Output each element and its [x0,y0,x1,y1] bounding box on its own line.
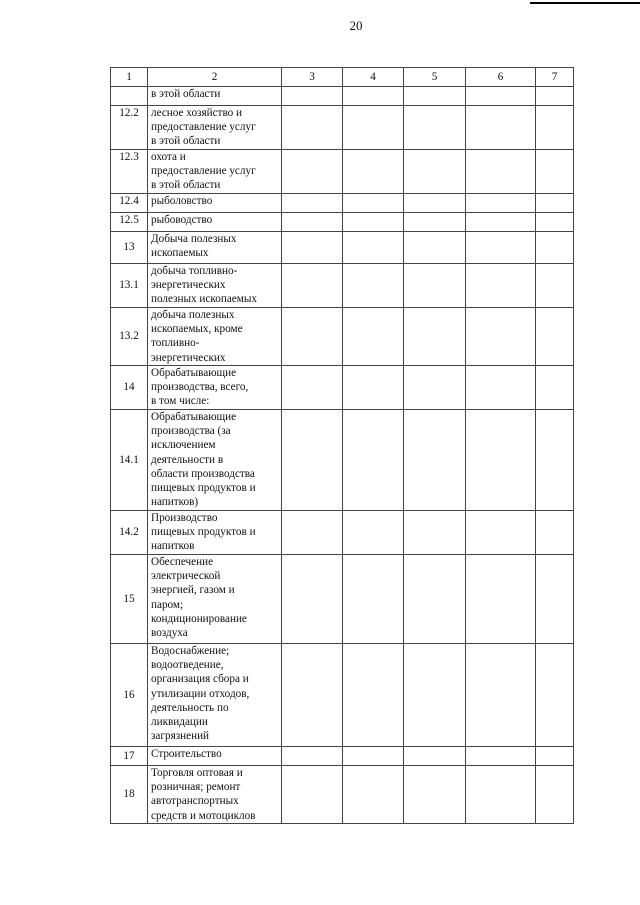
header-row [111,68,574,87]
column-header: 6 [466,68,536,87]
empty-cell [282,766,343,824]
empty-cell [282,410,343,511]
table-row [111,213,574,232]
row-number: 12.3 [111,150,148,194]
row-number: 12.5 [111,213,148,232]
empty-cell [282,308,343,366]
table-row [111,511,574,555]
empty-cell [404,194,466,213]
empty-cell [536,194,574,213]
empty-cell [466,232,536,264]
table-row [111,106,574,150]
empty-cell [404,555,466,644]
empty-cell [282,194,343,213]
empty-cell [466,150,536,194]
empty-cell [404,766,466,824]
table-row [111,264,574,308]
empty-cell [282,511,343,555]
empty-cell [343,366,404,410]
row-number: 13.2 [111,308,148,366]
empty-cell [404,747,466,766]
row-number: 13.1 [111,264,148,308]
row-number: 16 [111,644,148,747]
row-number: 12.2 [111,106,148,150]
empty-cell [466,644,536,747]
table-row [111,766,574,824]
empty-cell [536,366,574,410]
empty-cell [282,644,343,747]
empty-cell [404,366,466,410]
row-number: 18 [111,766,148,824]
empty-cell [282,150,343,194]
empty-cell [466,410,536,511]
row-number: 13 [111,232,148,264]
empty-cell [343,106,404,150]
empty-cell [343,766,404,824]
column-header: 4 [343,68,404,87]
table-row [111,644,574,747]
row-name: рыболовство [148,194,282,213]
row-number: 15 [111,555,148,644]
row-name: охота и предоставление услуг в этой области [148,150,282,194]
empty-cell [536,87,574,106]
empty-cell [466,366,536,410]
row-name: Торговля оптовая и розничная; ремонт автотранспортных средств и мотоциклов [148,766,282,824]
data-table [110,67,574,824]
empty-cell [343,264,404,308]
empty-cell [343,213,404,232]
table-row [111,87,574,106]
empty-cell [343,194,404,213]
empty-cell [343,747,404,766]
empty-cell [466,106,536,150]
row-name: Водоснабжение; водоотведение, организация сбора и утилизации отходов, деятельность по ликвидации загрязнений [148,644,282,747]
empty-cell [404,106,466,150]
empty-cell [466,264,536,308]
row-name: Обрабатывающие производства (за исключением деятельности в области производства пищевых продуктов и напитков) [148,410,282,511]
row-name: Обрабатывающие производства, всего, в том числе: [148,366,282,410]
empty-cell [404,410,466,511]
empty-cell [343,232,404,264]
corner-rule [530,2,640,4]
empty-cell [404,87,466,106]
empty-cell [466,766,536,824]
empty-cell [343,87,404,106]
empty-cell [536,308,574,366]
empty-cell [536,511,574,555]
column-header: 3 [282,68,343,87]
empty-cell [343,308,404,366]
row-name: добыча топливно- энергетических полезных ископаемых [148,264,282,308]
column-header: 7 [536,68,574,87]
empty-cell [536,555,574,644]
empty-cell [466,213,536,232]
empty-cell [404,511,466,555]
row-number: 14.2 [111,511,148,555]
empty-cell [343,410,404,511]
empty-cell [282,213,343,232]
empty-cell [404,264,466,308]
empty-cell [536,766,574,824]
empty-cell [536,410,574,511]
empty-cell [466,87,536,106]
row-number: 12.4 [111,194,148,213]
empty-cell [536,150,574,194]
empty-cell [536,644,574,747]
empty-cell [282,87,343,106]
table-row [111,308,574,366]
empty-cell [282,232,343,264]
empty-cell [536,213,574,232]
empty-cell [343,555,404,644]
table-row [111,194,574,213]
empty-cell [343,150,404,194]
empty-cell [466,308,536,366]
empty-cell [404,232,466,264]
empty-cell [282,747,343,766]
row-number: 14.1 [111,410,148,511]
row-name: добыча полезных ископаемых, кроме топливно- энергетических [148,308,282,366]
table-row [111,410,574,511]
table-row [111,747,574,766]
row-name: Обеспечение электрической энергией, газом и паром; кондиционирование воздуха [148,555,282,644]
column-header: 2 [148,68,282,87]
empty-cell [282,555,343,644]
row-name: Производство пищевых продуктов и напитков [148,511,282,555]
empty-cell [466,555,536,644]
table-row [111,555,574,644]
empty-cell [404,308,466,366]
empty-cell [536,232,574,264]
empty-cell [466,194,536,213]
row-name: Добыча полезных ископаемых [148,232,282,264]
row-name: в этой области [148,87,282,106]
empty-cell [343,644,404,747]
empty-cell [282,366,343,410]
table-row [111,150,574,194]
empty-cell [404,644,466,747]
row-name: рыбоводство [148,213,282,232]
empty-cell [536,747,574,766]
table-row [111,232,574,264]
empty-cell [404,150,466,194]
empty-cell [404,213,466,232]
row-name: Строительство [148,747,282,766]
page-number: 20 [349,18,363,33]
row-number [111,87,148,106]
row-number: 14 [111,366,148,410]
row-number: 17 [111,747,148,766]
empty-cell [536,106,574,150]
empty-cell [466,511,536,555]
empty-cell [466,747,536,766]
empty-cell [282,264,343,308]
empty-cell [282,106,343,150]
empty-cell [536,264,574,308]
table-row [111,366,574,410]
column-header: 5 [404,68,466,87]
empty-cell [343,511,404,555]
row-name: лесное хозяйство и предоставление услуг в этой области [148,106,282,150]
column-header: 1 [111,68,148,87]
